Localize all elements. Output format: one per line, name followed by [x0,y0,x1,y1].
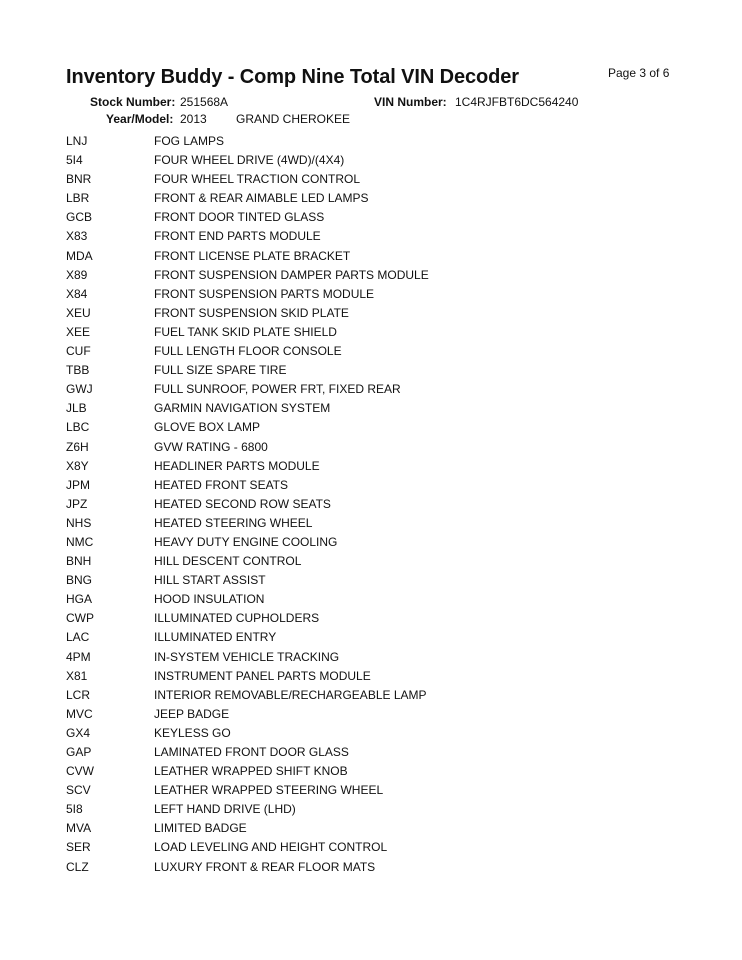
option-description: FRONT END PARTS MODULE [154,229,321,244]
page-number: Page 3 of 6 [608,66,670,80]
option-code: JPZ [66,496,88,511]
table-row [66,418,686,437]
option-code: JPM [66,477,90,492]
option-description: HEADLINER PARTS MODULE [154,458,320,473]
option-description: FRONT SUSPENSION PARTS MODULE [154,286,375,301]
option-code: CUF [66,344,91,359]
table-row [66,628,686,647]
option-code: BNH [66,554,92,569]
option-code: LAC [66,630,90,645]
table-row [66,170,686,189]
option-code: TBB [66,363,90,378]
vin-number-value: 1C4RJFBT6DC564240 [455,95,579,109]
option-code: BNR [66,172,92,187]
option-description: FRONT & REAR AIMABLE LED LAMPS [154,191,369,206]
option-code: CVW [66,764,94,779]
table-row [66,208,686,227]
table-row [66,724,686,743]
option-description: HILL DESCENT CONTROL [154,554,302,569]
option-code: X89 [66,267,88,282]
option-description: FOUR WHEEL TRACTION CONTROL [154,172,361,187]
option-code: 5I8 [66,802,83,817]
option-description: FULL SIZE SPARE TIRE [154,363,287,378]
option-code: GCB [66,210,93,225]
option-description: FULL LENGTH FLOOR CONSOLE [154,344,342,359]
option-description: FOG LAMPS [154,134,225,148]
table-row [66,247,686,266]
table-row [66,361,686,380]
option-code: 5I4 [66,153,83,168]
option-description: LOAD LEVELING AND HEIGHT CONTROL [154,840,388,855]
option-description: INSTRUMENT PANEL PARTS MODULE [154,668,371,683]
table-row [66,686,686,705]
table-row [66,800,686,819]
year-value: 2013 [180,112,207,126]
option-code: CWP [66,611,94,626]
table-row [66,266,686,285]
table-row [66,189,686,208]
option-code: X84 [66,286,88,301]
stock-number-value: 251568A [180,95,229,109]
option-code: NMC [66,534,94,549]
option-code: MDA [66,248,93,263]
option-description: FRONT SUSPENSION DAMPER PARTS MODULE [154,267,429,282]
option-description: LEATHER WRAPPED STEERING WHEEL [154,783,384,798]
option-description: FUEL TANK SKID PLATE SHIELD [154,324,337,339]
option-description: FRONT LICENSE PLATE BRACKET [154,248,351,263]
vin-number-label: VIN Number: [374,95,447,109]
option-code: LNJ [66,134,88,148]
option-code: 4PM [66,649,91,664]
option-description: HEAVY DUTY ENGINE COOLING [154,534,338,549]
option-code: BNG [66,573,93,588]
table-row [66,304,686,323]
option-code-list [66,132,686,877]
table-row [66,495,686,514]
table-row [66,323,686,342]
table-row [66,590,686,609]
table-row [66,285,686,304]
table-row [66,858,686,877]
option-description: FOUR WHEEL DRIVE (4WD)/(4X4) [154,153,345,168]
table-row [66,514,686,533]
table-row [66,151,686,170]
option-code: Z6H [66,439,89,454]
option-code: NHS [66,515,92,530]
model-value: GRAND CHEROKEE [236,112,351,126]
option-description: LAMINATED FRONT DOOR GLASS [154,745,349,759]
option-description: GARMIN NAVIGATION SYSTEM [154,401,331,416]
option-code: LCR [66,687,91,702]
table-row [66,552,686,571]
option-description: JEEP BADGE [154,706,230,721]
table-row [66,227,686,246]
table-row [66,438,686,457]
option-description: HILL START ASSIST [154,573,266,588]
year-model-label: Year/Model: [106,112,174,126]
option-code: GWJ [66,382,93,397]
table-row [66,762,686,781]
option-code: JLB [66,401,87,416]
option-code: X83 [66,229,88,244]
option-code: HGA [66,592,93,607]
table-row [66,380,686,399]
table-row [66,342,686,361]
table-row [66,705,686,724]
option-description: LEATHER WRAPPED SHIFT KNOB [154,764,348,779]
option-description: LUXURY FRONT & REAR FLOOR MATS [154,859,376,874]
option-code: X8Y [66,458,89,473]
document-title: Inventory Buddy - Comp Nine Total VIN Decoder [66,66,519,88]
stock-number-label: Stock Number: [90,95,176,109]
option-description: GLOVE BOX LAMP [154,420,261,435]
table-row [66,571,686,590]
option-code: GAP [66,745,92,759]
option-code: SER [66,840,91,855]
table-row [66,781,686,800]
table-row [66,743,686,762]
option-description: ILLUMINATED CUPHOLDERS [154,611,320,626]
table-row [66,648,686,667]
option-description: FULL SUNROOF, POWER FRT, FIXED REAR [154,382,401,397]
table-row [66,457,686,476]
option-description: LIMITED BADGE [154,821,247,836]
option-description: FRONT DOOR TINTED GLASS [154,210,325,225]
option-description: IN-SYSTEM VEHICLE TRACKING [154,649,340,664]
option-code: LBR [66,191,90,206]
table-row [66,132,686,151]
option-description: KEYLESS GO [154,725,231,740]
option-code: SCV [66,783,91,798]
option-description: HOOD INSULATION [154,592,265,607]
table-row [66,838,686,857]
option-code: XEE [66,324,91,339]
table-row [66,476,686,495]
table-row [66,399,686,418]
option-description: HEATED FRONT SEATS [154,477,289,492]
option-code: XEU [66,305,91,320]
option-code: X81 [66,668,88,683]
option-description: HEATED STEERING WHEEL [154,515,313,530]
option-code: GX4 [66,725,91,740]
table-row [66,819,686,838]
table-row [66,533,686,552]
option-description: LEFT HAND DRIVE (LHD) [154,802,296,817]
option-description: FRONT SUSPENSION SKID PLATE [154,305,349,320]
option-description: HEATED SECOND ROW SEATS [154,496,331,511]
option-code: CLZ [66,859,89,874]
option-code: MVA [66,821,92,836]
table-row [66,609,686,628]
option-description: ILLUMINATED ENTRY [154,630,277,645]
option-description: INTERIOR REMOVABLE/RECHARGEABLE LAMP [154,687,427,702]
option-code: MVC [66,706,93,721]
table-row [66,667,686,686]
option-code: LBC [66,420,90,435]
option-description: GVW RATING - 6800 [154,439,268,454]
